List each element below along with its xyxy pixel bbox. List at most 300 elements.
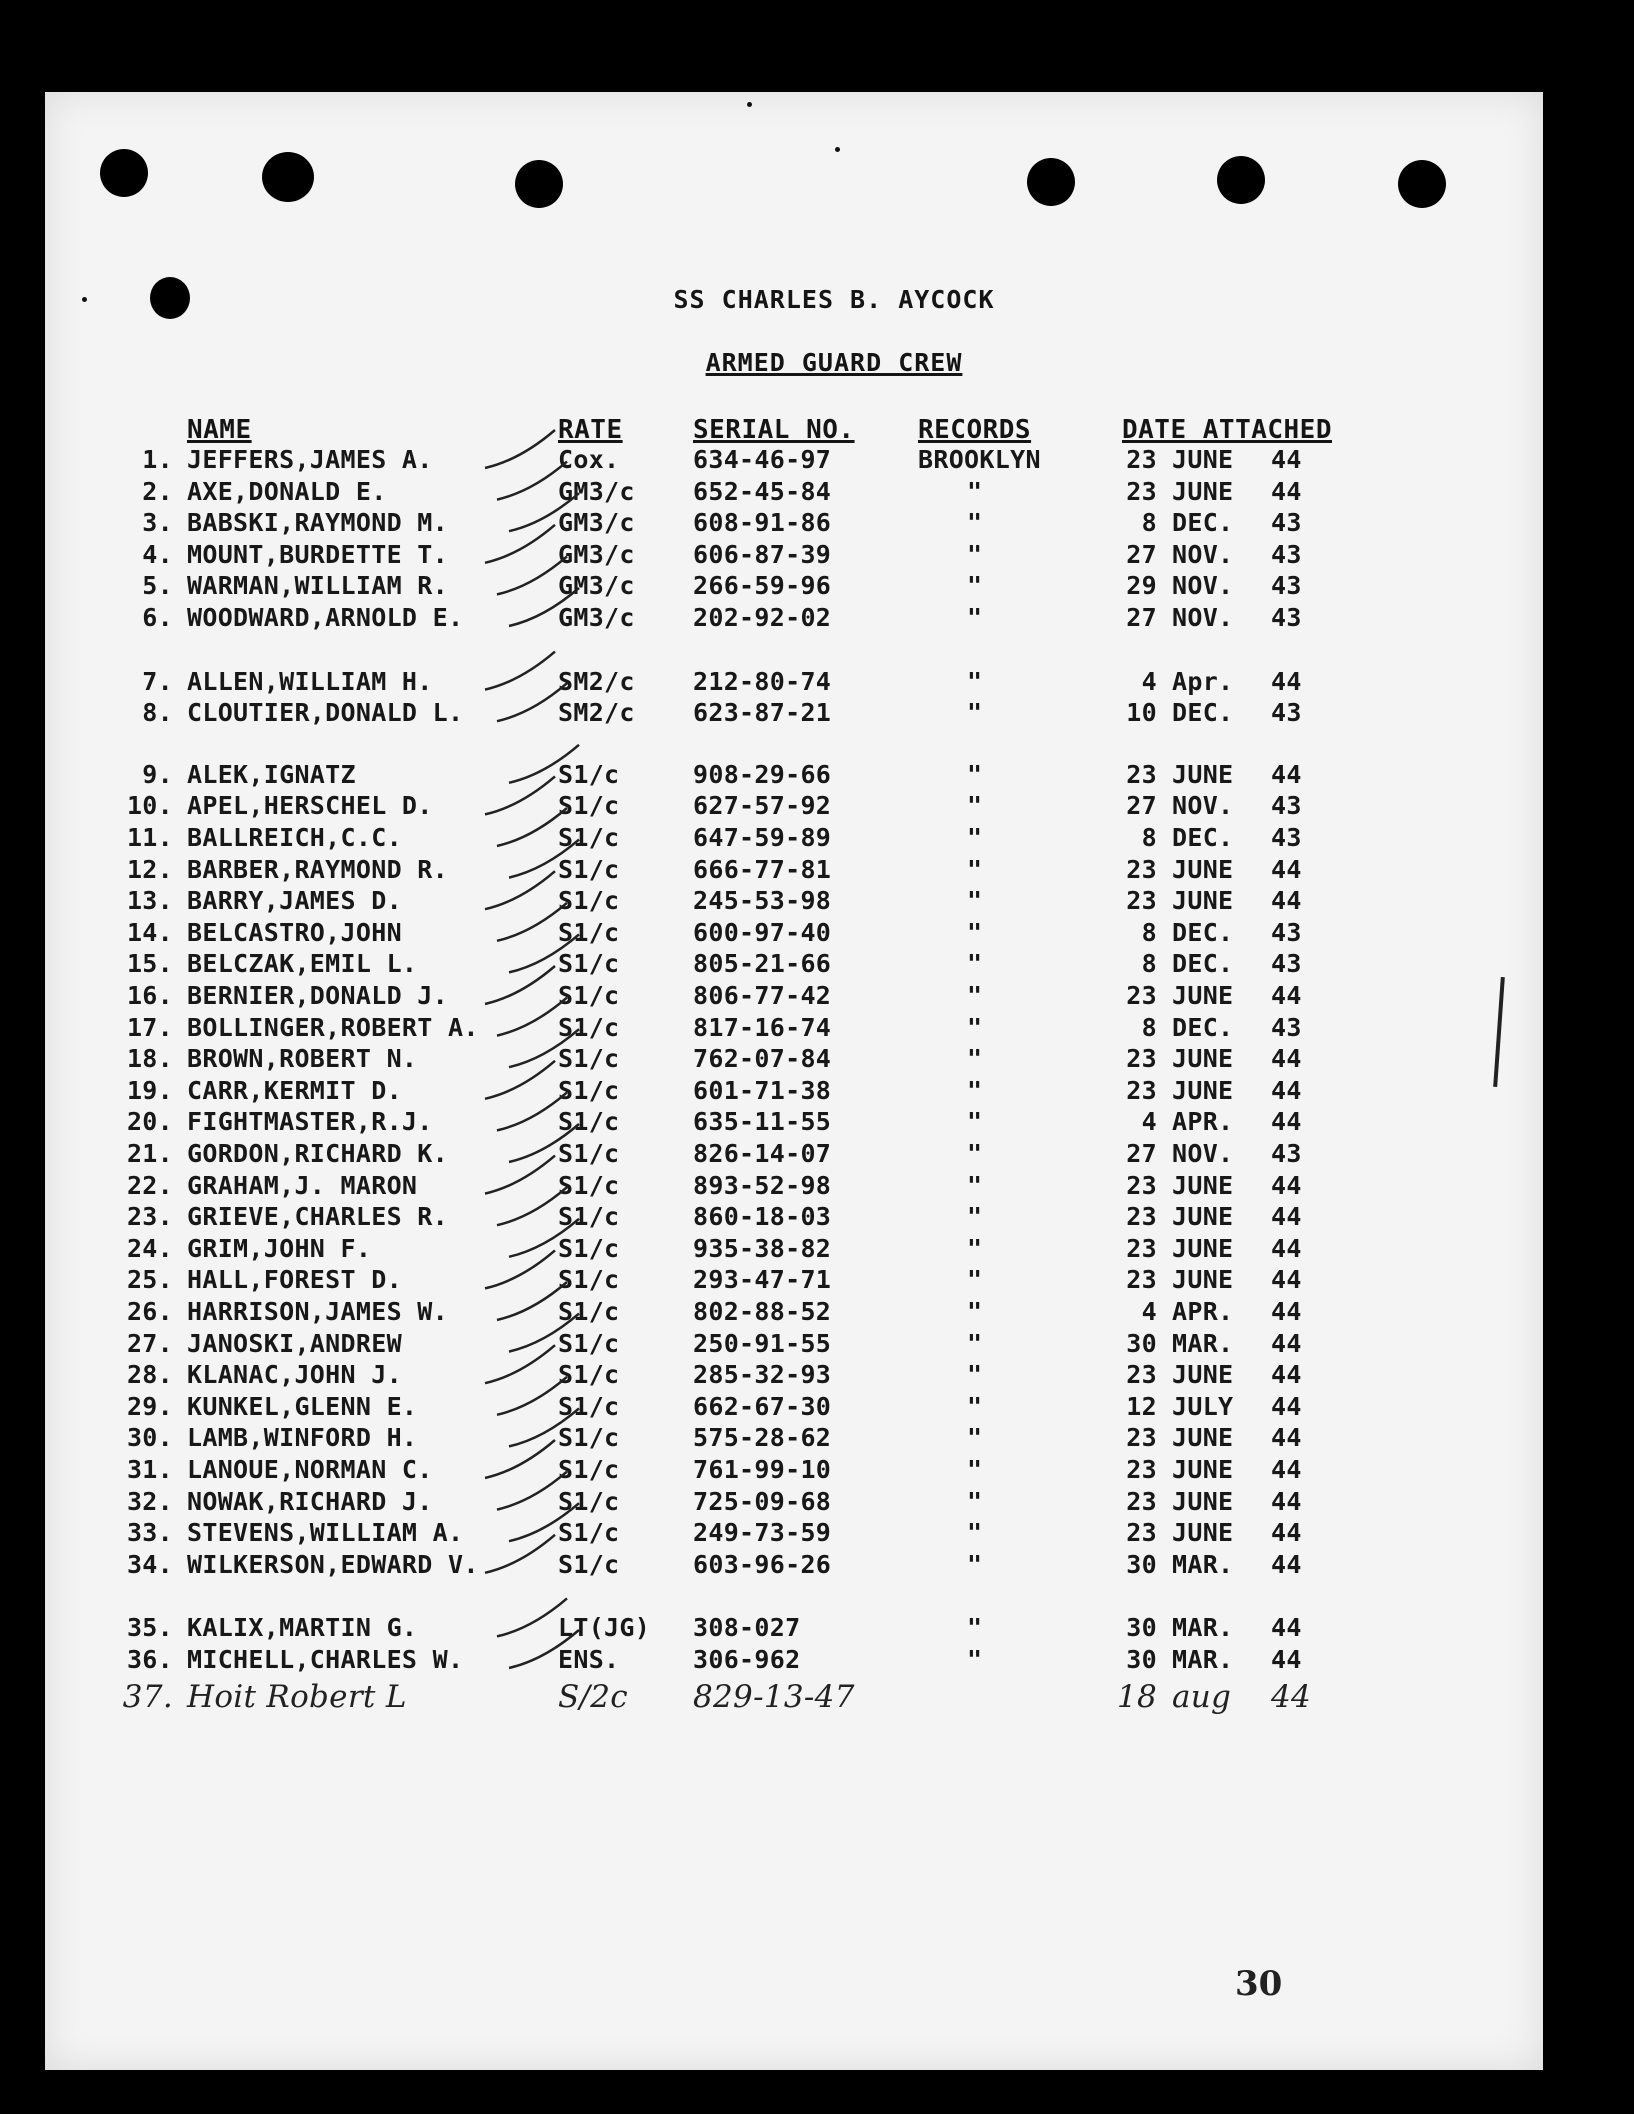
crew-name: JEFFERS,JAMES A. [187,445,433,474]
serial-number: 575-28-62 [693,1423,832,1453]
crew-rate: S1/c [558,1075,620,1105]
crew-rate: S1/c [558,1297,620,1326]
records-location: " [967,823,983,852]
date-year: 44 [1271,1613,1302,1643]
date-day: 23 [1126,445,1157,474]
row-number: 22. [126,1170,173,1200]
crew-rate: S1/c [558,1549,620,1579]
crew-name: WILKERSON,EDWARD V. [187,1549,479,1579]
crew-name: NOWAK,RICHARD J. [187,1486,433,1516]
serial-number: 285-32-93 [693,1360,832,1390]
date-month: JUNE [1172,759,1234,789]
date-month: JUNE [1172,476,1234,506]
row-number: 7. [142,666,173,696]
records-location: " [967,1518,983,1548]
records-location: BROOKLYN [918,445,1041,474]
crew-name: WARMAN,WILLIAM R. [187,571,448,601]
date-year: 43 [1271,1012,1302,1042]
crew-name: BELCZAK,EMIL L. [187,949,418,979]
serial-number: 652-45-84 [693,476,832,506]
crew-row [45,1517,1543,1548]
date-year: 44 [1271,854,1302,884]
date-month: JUNE [1172,1518,1234,1548]
crew-rate: S1/c [558,981,620,1010]
records-location: " [967,1012,983,1042]
row-number: 29. [126,1391,173,1421]
row-number: 9. [142,759,173,789]
crew-row [45,980,1543,1011]
date-day: 23 [1126,1518,1157,1548]
date-year: 44 [1271,1645,1302,1674]
records-location: " [967,917,983,947]
serial-number: 935-38-82 [693,1233,832,1263]
punch-hole [100,149,148,197]
records-location: " [967,1645,983,1674]
crew-name: BALLREICH,C.C. [187,823,402,852]
date-month: JUNE [1172,1455,1234,1484]
serial-number: 805-21-66 [693,949,832,979]
crew-rate: SM2/c [558,666,635,696]
row-number: 14. [126,917,173,947]
date-month: JUNE [1172,1233,1234,1263]
crew-row [45,917,1543,948]
crew-row [45,602,1543,633]
date-year: 44 [1271,1044,1302,1074]
serial-number: 601-71-38 [693,1075,832,1105]
crew-name: AXE,DONALD E. [187,476,387,506]
row-number: 31. [126,1455,173,1484]
crew-row [45,822,1543,853]
crew-name: ALLEN,WILLIAM H. [187,666,433,696]
row-number: 10. [126,791,173,821]
crew-name: BELCASTRO,JOHN [187,917,402,947]
crew-name: CLOUTIER,DONALD L. [187,698,464,728]
crew-rate: S1/c [558,1391,620,1421]
date-month: MAR. [1172,1549,1234,1579]
serial-number: 623-87-21 [693,698,832,728]
crew-name: Hoit Robert L [187,1678,407,1715]
crew-name: JANOSKI,ANDREW [187,1328,402,1358]
crew-rate: S1/c [558,791,620,821]
date-month: DEC. [1172,917,1234,947]
punch-hole [1217,156,1265,204]
serial-number: 826-14-07 [693,1139,832,1168]
date-month: JUNE [1172,886,1234,916]
row-number: 12. [126,854,173,884]
date-month: MAR. [1172,1645,1234,1674]
records-location: " [967,1297,983,1326]
date-year: 44 [1271,1297,1302,1326]
column-header-serial: SERIAL NO. [693,415,855,445]
serial-number: 606-87-39 [693,539,832,569]
crew-name: APEL,HERSCHEL D. [187,791,433,821]
date-year: 43 [1271,791,1302,821]
serial-number: 662-67-30 [693,1391,832,1421]
crew-row [45,1233,1543,1264]
date-year: 43 [1271,1139,1302,1168]
date-year: 43 [1271,949,1302,979]
serial-number: 761-99-10 [693,1455,832,1484]
date-month: aug [1172,1678,1232,1715]
date-day: 4 [1141,1107,1157,1137]
serial-number: 860-18-03 [693,1202,832,1232]
row-number: 15. [126,949,173,979]
row-number: 34. [126,1549,173,1579]
crew-name: KUNKEL,GLENN E. [187,1391,418,1421]
date-year: 43 [1271,539,1302,569]
date-month: Apr. [1172,666,1234,696]
records-location: " [967,1107,983,1137]
crew-row [45,666,1543,697]
row-number: 1. [142,445,173,474]
date-year: 44 [1271,1678,1312,1715]
date-day: 27 [1126,791,1157,821]
row-number: 20. [126,1107,173,1137]
records-location: " [967,508,983,538]
row-number: 21. [126,1139,173,1168]
date-month: JUNE [1172,1044,1234,1074]
serial-number: 908-29-66 [693,759,832,789]
date-day: 30 [1126,1645,1157,1674]
crew-rate: S/2c [558,1678,628,1715]
date-day: 23 [1126,1233,1157,1263]
date-year: 43 [1271,917,1302,947]
column-header-rate: RATE [558,415,623,445]
crew-name: ALEK,IGNATZ [187,759,356,789]
crew-name: GRAHAM,J. MARON [187,1170,418,1200]
row-number: 16. [126,981,173,1010]
crew-rate: Cox. [558,445,620,474]
document-subtitle: ARMED GUARD CREW [705,348,963,377]
punch-hole [262,152,314,202]
crew-name: LAMB,WINFORD H. [187,1423,418,1453]
date-day: 23 [1126,854,1157,884]
date-month: JUNE [1172,1423,1234,1453]
serial-number: 250-91-55 [693,1328,832,1358]
crew-rate: S1/c [558,1265,620,1295]
crew-rate: S1/c [558,917,620,947]
date-day: 8 [1141,917,1157,947]
crew-row [45,1170,1543,1201]
date-day: 27 [1126,1139,1157,1168]
row-number: 8. [142,698,173,728]
date-year: 44 [1271,1233,1302,1263]
date-day: 10 [1126,698,1157,728]
date-month: JUNE [1172,1170,1234,1200]
row-number: 4. [142,539,173,569]
serial-number: 600-97-40 [693,917,832,947]
crew-row [45,885,1543,916]
serial-number: 762-07-84 [693,1044,832,1074]
crew-name: KLANAC,JOHN J. [187,1360,402,1390]
records-location: " [967,1328,983,1358]
serial-number: 806-77-42 [693,981,832,1010]
date-month: NOV. [1172,1139,1234,1168]
records-location: " [967,759,983,789]
date-month: JUNE [1172,1265,1234,1295]
page-number: 30 [1235,1964,1283,2004]
crew-name: BOLLINGER,ROBERT A. [187,1012,479,1042]
row-number: 17. [126,1012,173,1042]
crew-row [45,1359,1543,1390]
crew-rate: GM3/c [558,508,635,538]
row-number: 27. [126,1328,173,1358]
date-month: DEC. [1172,949,1234,979]
crew-name: BROWN,ROBERT N. [187,1044,418,1074]
crew-rate: S1/c [558,1518,620,1548]
crew-row [45,1328,1543,1359]
row-number: 3. [142,508,173,538]
date-day: 23 [1126,476,1157,506]
row-number: 32. [126,1486,173,1516]
crew-row [45,1391,1543,1422]
crew-name: BARRY,JAMES D. [187,886,402,916]
crew-rate: S1/c [558,1202,620,1232]
date-day: 23 [1126,1170,1157,1200]
date-year: 44 [1271,1455,1302,1484]
records-location: " [967,1613,983,1643]
records-location: " [967,1202,983,1232]
serial-number: 635-11-55 [693,1107,832,1137]
serial-number: 802-88-52 [693,1297,832,1326]
date-year: 44 [1271,1328,1302,1358]
column-header-date-attached: DATE ATTACHED [1122,415,1332,445]
date-day: 30 [1126,1328,1157,1358]
crew-row [45,1012,1543,1043]
date-month: JUNE [1172,1075,1234,1105]
crew-row [45,790,1543,821]
crew-row [45,539,1543,570]
crew-name: GRIEVE,CHARLES R. [187,1202,448,1232]
row-number: 26. [126,1297,173,1326]
crew-rate: GM3/c [558,571,635,601]
date-day: 8 [1141,508,1157,538]
serial-number: 725-09-68 [693,1486,832,1516]
date-year: 44 [1271,1518,1302,1548]
date-year: 44 [1271,981,1302,1010]
crew-rate: S1/c [558,886,620,916]
date-day: 23 [1126,1423,1157,1453]
row-number: 19. [126,1075,173,1105]
crew-name: MICHELL,CHARLES W. [187,1645,464,1674]
crew-row [45,1612,1543,1643]
crew-row [45,1106,1543,1137]
crew-row [45,1454,1543,1485]
date-month: JUNE [1172,1202,1234,1232]
date-month: JUNE [1172,445,1234,474]
crew-rate: S1/c [558,1139,620,1168]
date-month: MAR. [1172,1328,1234,1358]
date-day: 8 [1141,823,1157,852]
date-year: 43 [1271,571,1302,601]
column-header-name: NAME [187,415,252,445]
records-location: " [967,1170,983,1200]
date-day: 27 [1126,539,1157,569]
crew-name: HARRISON,JAMES W. [187,1297,448,1326]
crew-rate: GM3/c [558,539,635,569]
date-year: 44 [1271,445,1302,474]
crew-rate: S1/c [558,1423,620,1453]
date-month: DEC. [1172,508,1234,538]
crew-name: GORDON,RICHARD K. [187,1139,448,1168]
date-day: 23 [1126,981,1157,1010]
date-year: 43 [1271,823,1302,852]
crew-name: WOODWARD,ARNOLD E. [187,603,464,632]
records-location: " [967,981,983,1010]
date-day: 30 [1126,1613,1157,1643]
row-number: 33. [126,1518,173,1548]
crew-rate: S1/c [558,1170,620,1200]
date-day: 23 [1126,1455,1157,1484]
crew-rate: S1/c [558,1360,620,1390]
records-location: " [967,1075,983,1105]
records-location: " [967,1360,983,1390]
crew-rate: S1/c [558,1233,620,1263]
crew-name: STEVENS,WILLIAM A. [187,1518,464,1548]
row-number: 36. [126,1645,173,1674]
crew-name: LANOUE,NORMAN C. [187,1455,433,1484]
records-location: " [967,666,983,696]
date-day: 23 [1126,1075,1157,1105]
crew-row [45,476,1543,507]
date-day: 23 [1126,1202,1157,1232]
date-year: 44 [1271,1549,1302,1579]
crew-row [45,1296,1543,1327]
crew-row [45,948,1543,979]
crew-name: MOUNT,BURDETTE T. [187,539,448,569]
date-month: DEC. [1172,823,1234,852]
crew-rate: S1/c [558,949,620,979]
records-location: " [967,1139,983,1168]
crew-name: HALL,FOREST D. [187,1265,402,1295]
crew-name: GRIM,JOHN F. [187,1233,372,1263]
date-month: NOV. [1172,539,1234,569]
date-day: 8 [1141,1012,1157,1042]
date-month: JULY [1172,1391,1234,1421]
crew-row [45,507,1543,538]
records-location: " [967,1391,983,1421]
crew-row [45,570,1543,601]
crew-row [45,1422,1543,1453]
crew-name: BERNIER,DONALD J. [187,981,448,1010]
crew-rate: S1/c [558,1486,620,1516]
records-location: " [967,603,983,632]
date-day: 23 [1126,886,1157,916]
row-number: 2. [142,476,173,506]
row-number: 5. [142,571,173,601]
records-location: " [967,571,983,601]
serial-number: 603-96-26 [693,1549,832,1579]
date-day: 23 [1126,1486,1157,1516]
serial-number: 608-91-86 [693,508,832,538]
crew-row [45,697,1543,728]
date-day: 29 [1126,571,1157,601]
crew-name: CARR,KERMIT D. [187,1075,402,1105]
date-month: JUNE [1172,1486,1234,1516]
date-day: 30 [1126,1549,1157,1579]
crew-row [45,1644,1543,1675]
serial-number: 266-59-96 [693,571,832,601]
records-location: " [967,1233,983,1263]
date-day: 4 [1141,1297,1157,1326]
row-number: 37. [122,1678,173,1715]
date-year: 44 [1271,666,1302,696]
date-year: 44 [1271,1486,1302,1516]
date-month: NOV. [1172,571,1234,601]
date-year: 43 [1271,698,1302,728]
crew-rate: S1/c [558,1328,620,1358]
row-number: 35. [126,1613,173,1643]
punch-hole [515,160,563,208]
document-title: SS CHARLES B. AYCOCK [673,285,995,314]
date-month: NOV. [1172,603,1234,632]
date-month: JUNE [1172,981,1234,1010]
date-year: 44 [1271,1360,1302,1390]
crew-rate: ENS. [558,1645,620,1674]
punch-hole [1398,160,1446,208]
crew-rate: S1/c [558,759,620,789]
document-page [45,92,1543,2070]
serial-number: 249-73-59 [693,1518,832,1548]
crew-row [45,1486,1543,1517]
records-location: " [967,1455,983,1484]
column-header-records: RECORDS [918,415,1032,445]
serial-number: 647-59-89 [693,823,832,852]
crew-rate: S1/c [558,1044,620,1074]
crew-rate: LT(JG) [558,1613,651,1643]
crew-rate: GM3/c [558,476,635,506]
crew-rate: S1/c [558,823,620,852]
records-location: " [967,791,983,821]
crew-row [45,854,1543,885]
date-day: 27 [1126,603,1157,632]
serial-number: 293-47-71 [693,1265,832,1295]
serial-number: 202-92-02 [693,603,832,632]
crew-row [45,1678,1543,1715]
date-month: MAR. [1172,1613,1234,1643]
records-location: " [967,698,983,728]
date-month: APR. [1172,1107,1234,1137]
serial-number: 666-77-81 [693,854,832,884]
records-location: " [967,476,983,506]
date-year: 44 [1271,1423,1302,1453]
row-number: 23. [126,1202,173,1232]
date-year: 44 [1271,476,1302,506]
row-number: 30. [126,1423,173,1453]
date-day: 18 [1116,1678,1157,1715]
serial-number: 308-027 [693,1613,801,1643]
date-year: 44 [1271,1107,1302,1137]
records-location: " [967,1044,983,1074]
date-year: 44 [1271,1265,1302,1295]
date-month: APR. [1172,1297,1234,1326]
row-number: 24. [126,1233,173,1263]
date-month: DEC. [1172,698,1234,728]
date-year: 43 [1271,603,1302,632]
records-location: " [967,1423,983,1453]
row-number: 6. [142,603,173,632]
row-number: 28. [126,1360,173,1390]
date-day: 8 [1141,949,1157,979]
crew-rate: S1/c [558,1107,620,1137]
serial-number: 245-53-98 [693,886,832,916]
date-month: NOV. [1172,791,1234,821]
crew-name: BARBER,RAYMOND R. [187,854,448,884]
crew-rate: S1/c [558,1012,620,1042]
row-number: 25. [126,1265,173,1295]
crew-row [45,1075,1543,1106]
row-number: 18. [126,1044,173,1074]
